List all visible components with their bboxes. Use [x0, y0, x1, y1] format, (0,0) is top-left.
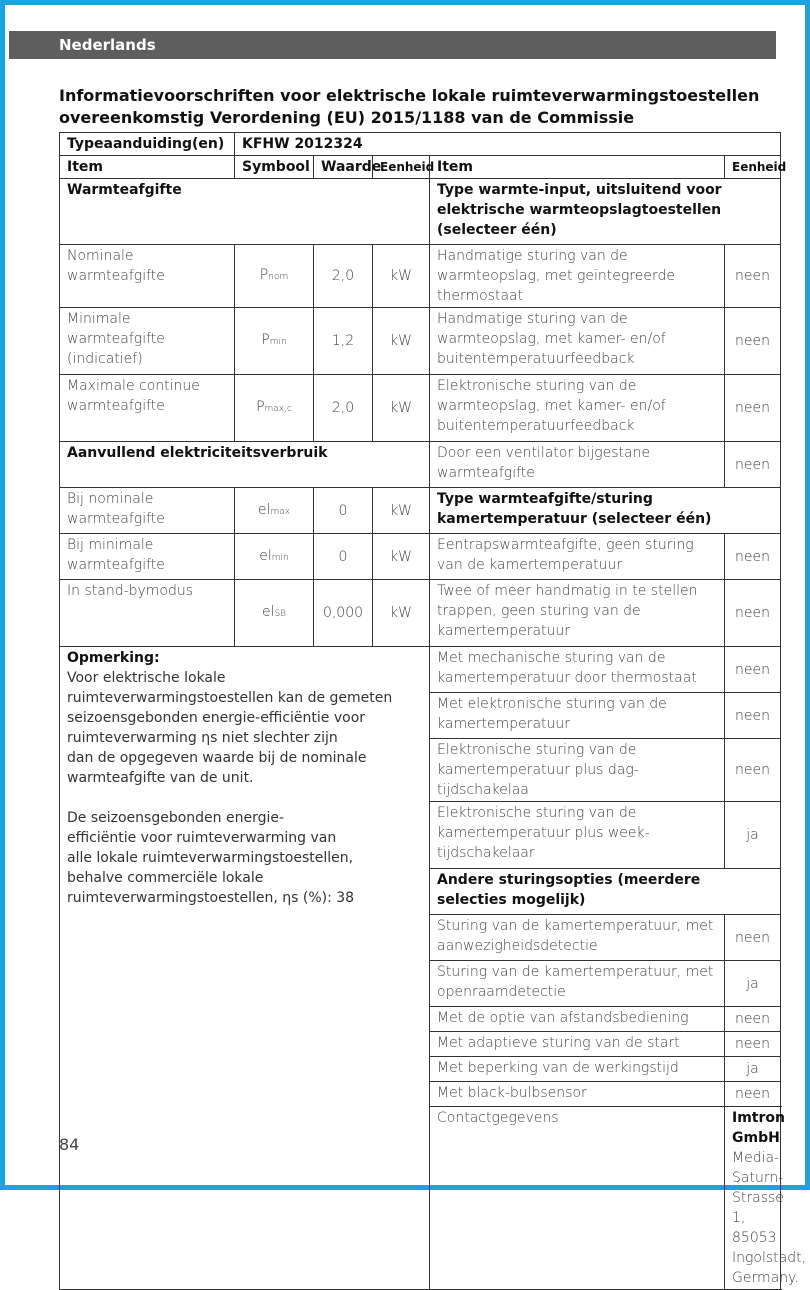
control-item: Met mechanische sturing van de kamertemperatuur door thermostaat [430, 647, 725, 693]
input-item: Door een ventilator bijgestane warmteafgifte [430, 442, 725, 488]
elec-value: 0,000 [314, 580, 373, 647]
other-value: neen [725, 915, 781, 961]
elec-value: 0 [314, 534, 373, 580]
heat-symbol: Pmin [235, 308, 314, 375]
input-section-title: Type warmte-input, uitsluitend voor elektrische warmteopslagtoestellen (selecteer één) [430, 179, 781, 245]
other-item: Met adaptieve sturing van de start [430, 1032, 725, 1057]
elec-item: In stand-bymodus [60, 580, 235, 647]
other-item: Sturing van de kamertemperatuur, met aanwezigheidsdetectie [430, 915, 725, 961]
note-cell [60, 647, 430, 1290]
info-table [59, 132, 807, 1290]
heat-section-title: Warmteafgifte [60, 179, 430, 245]
page-number: 84 [59, 1135, 80, 1154]
contact-details [725, 1107, 807, 1290]
heat-value: 1,2 [314, 308, 373, 375]
control-value: neen [725, 647, 781, 693]
other-section-title: Andere sturingsopties (meerdere selecties mogelijk) [430, 869, 781, 915]
input-value: neen [725, 375, 781, 442]
title-line-1: Informatievoorschriften voor elektrische lokale ruimteverwarmingstoestellen [59, 86, 760, 105]
other-value: neen [725, 1032, 781, 1057]
elec-symbol: elmax [235, 488, 314, 534]
note-paragraph-2: De seizoensgebonden energie- efficiëntie voor ruimteverwarming van alle lokale ruimteverwarmingstoestellen, behalve commerciële lokale ruimteverwarmingstoestellen, ηs (%): 38 [67, 810, 355, 906]
heat-symbol: Pnom [235, 245, 314, 308]
col-item: Item [60, 156, 235, 179]
control-value: neen [725, 693, 781, 739]
col-item-2: Item [430, 156, 725, 179]
heat-value: 2,0 [314, 375, 373, 442]
heat-unit: kW [373, 245, 430, 308]
input-item: Handmatige sturing van de warmteopslag, met geïntegreerde thermostaat [430, 245, 725, 308]
elec-symbol: elSB [235, 580, 314, 647]
heat-item: Minimale warmteafgifte (indicatief) [60, 308, 235, 375]
elec-item: Bij nominale warmteafgifte [60, 488, 235, 534]
document-title [59, 85, 779, 129]
elec-unit: kW [373, 534, 430, 580]
heat-value: 2,0 [314, 245, 373, 308]
heat-unit: kW [373, 308, 430, 375]
other-value: neen [725, 1007, 781, 1032]
contact-address: Media-Saturn-Strasse 1, 85053 Ingolstadt, Germany. [732, 1150, 807, 1286]
control-value: neen [725, 580, 781, 647]
elec-symbol: elmin [235, 534, 314, 580]
other-item: Met beperking van de werkingstijd [430, 1057, 725, 1082]
control-value: ja [725, 802, 781, 869]
elec-value: 0 [314, 488, 373, 534]
control-value: neen [725, 739, 781, 802]
other-value: ja [725, 961, 781, 1007]
other-value: ja [725, 1057, 781, 1082]
title-line-2: overeenkomstig Verordening (EU) 2015/1188 van de Commissie [59, 108, 635, 127]
type-value: KFHW 2012324 [235, 133, 781, 156]
other-item: Met black-bulbsensor [430, 1082, 725, 1107]
elec-unit: kW [373, 580, 430, 647]
contact-label: Contactgegevens [430, 1107, 725, 1290]
input-item: Handmatige sturing van de warmteopslag, met kamer- en/of buitentemperatuurfeedback [430, 308, 725, 375]
note-paragraph-1: Voor elektrische lokale ruimteverwarmingstoestellen kan de gemeten seizoensgebonden energie-efficiëntie voor ruimteverwarming ηs niet slechter zijn dan de opgegeven waarde bij de nominale warmteafgifte van de unit. [67, 670, 393, 786]
col-unit-2: Eenheid [725, 156, 781, 179]
heat-item: Nominale warmteafgifte [60, 245, 235, 308]
elec-unit: kW [373, 488, 430, 534]
col-symbol: Symbool [235, 156, 314, 179]
col-unit: Eenheid [373, 156, 430, 179]
note-title: Opmerking: [67, 650, 160, 666]
other-item: Met de optie van afstandsbediening [430, 1007, 725, 1032]
input-item: Elektronische sturing van de warmteopslag, met kamer- en/of buitentemperatuurfeedback [430, 375, 725, 442]
control-item: Eentrapswarmteafgifte, geen sturing van de kamertemperatuur [430, 534, 725, 580]
elec-section-title: Aanvullend elektriciteitsverbruik [60, 442, 430, 488]
other-item: Sturing van de kamertemperatuur, met openraamdetectie [430, 961, 725, 1007]
control-section-title: Type warmteafgifte/sturing kamertemperatuur (selecteer één) [430, 488, 781, 534]
control-item: Met elektronische sturing van de kamertemperatuur [430, 693, 725, 739]
contact-company: Imtron GmbH [732, 1110, 785, 1146]
control-item: Twee of meer handmatig in te stellen trappen, geen sturing van de kamertemperatuur [430, 580, 725, 647]
input-value: neen [725, 245, 781, 308]
col-value: Waarde [314, 156, 373, 179]
elec-item: Bij minimale warmteafgifte [60, 534, 235, 580]
heat-symbol: Pmax,c [235, 375, 314, 442]
control-value: neen [725, 534, 781, 580]
control-item: Elektronische sturing van de kamertemperatuur plus dag-tijdschakelaa [430, 739, 725, 802]
type-label: Typeaanduiding(en) [60, 133, 235, 156]
input-value: neen [725, 308, 781, 375]
heat-unit: kW [373, 375, 430, 442]
other-value: neen [725, 1082, 781, 1107]
input-value: neen [725, 442, 781, 488]
heat-item: Maximale continue warmteafgifte [60, 375, 235, 442]
language-header: Nederlands [9, 31, 776, 59]
control-item: Elektronische sturing van de kamertemperatuur plus week-tijdschakelaar [430, 802, 725, 869]
